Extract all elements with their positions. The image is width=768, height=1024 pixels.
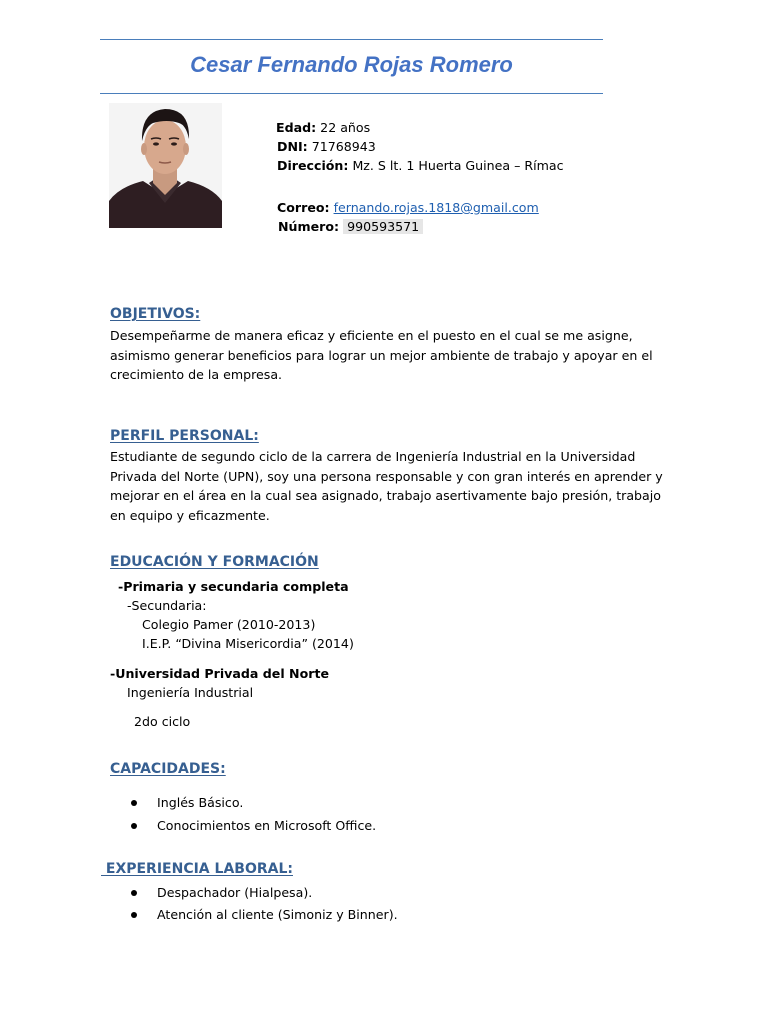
direccion-label: Dirección:: [277, 158, 349, 173]
perfil-text: Estudiante de segundo ciclo de la carrera de Ingeniería Industrial en la Universidad Privada del Norte (UPN), soy una persona responsable y con gran interés en aprender y mejorar en el área en la cual sea asignado, trabajo asertivamente bajo presión, trabajo en equipo y eficazmente.: [110, 449, 663, 523]
perfil-heading: PERFIL PERSONAL:: [110, 428, 259, 444]
direccion-value: Mz. S lt. 1 Huerta Guinea – Rímac: [348, 158, 564, 173]
dni-row: [277, 137, 376, 156]
top-rule: [100, 39, 603, 40]
capacidad-item: Conocimientos en Microsoft Office.: [157, 818, 377, 833]
educacion-primaria: -Primaria y secundaria completa: [118, 579, 349, 594]
educacion-heading: EDUCACIÓN Y FORMACIÓN: [110, 554, 319, 570]
numero-value: 990593571: [343, 219, 423, 234]
email-link[interactable]: fernando.rojas.1818@gmail.com: [333, 200, 539, 215]
numero-row: [278, 217, 423, 236]
experiencia-heading: EXPERIENCIA LABORAL:: [101, 861, 293, 877]
edad-value: 22 años: [316, 120, 371, 135]
correo-label: Correo:: [277, 200, 330, 215]
title-rule: [100, 93, 603, 94]
educacion-ciclo: 2do ciclo: [134, 714, 191, 729]
bullet-dot: [131, 800, 137, 806]
educacion-colegio-2: I.E.P. “Divina Misericordia” (2014): [142, 636, 354, 651]
objetivos-text: Desempeñarme de manera eficaz y eficiente en el puesto en el cual se me asigne, asimismo generar beneficios para lograr un mejor ambiente de trabajo y apoyar en el crecimiento de la empresa.: [110, 328, 653, 382]
objetivos-heading: OBJETIVOS:: [110, 306, 201, 322]
educacion-colegio-1: Colegio Pamer (2010-2013): [142, 617, 316, 632]
correo-row: [277, 198, 539, 217]
educacion-secundaria: -Secundaria:: [127, 598, 207, 613]
dni-label: DNI:: [277, 139, 308, 154]
profile-photo: [109, 103, 222, 228]
capacidad-item: Inglés Básico.: [157, 795, 244, 810]
edad-label: Edad:: [276, 120, 317, 135]
direccion-row: [277, 156, 564, 175]
page-title: Cesar Fernando Rojas Romero: [190, 52, 513, 77]
bullet-dot: [131, 912, 137, 918]
educacion-universidad: -Universidad Privada del Norte: [110, 666, 330, 681]
bullet-dot: [131, 890, 137, 896]
edad-row: [276, 118, 370, 137]
educacion-carrera: Ingeniería Industrial: [127, 685, 254, 700]
dni-value: 71768943: [307, 139, 376, 154]
capacidades-heading: CAPACIDADES:: [110, 761, 226, 777]
bullet-dot: [131, 823, 137, 829]
experiencia-item: Despachador (Hialpesa).: [157, 885, 313, 900]
numero-label: Número:: [278, 219, 340, 234]
experiencia-item: Atención al cliente (Simoniz y Binner).: [157, 907, 398, 922]
